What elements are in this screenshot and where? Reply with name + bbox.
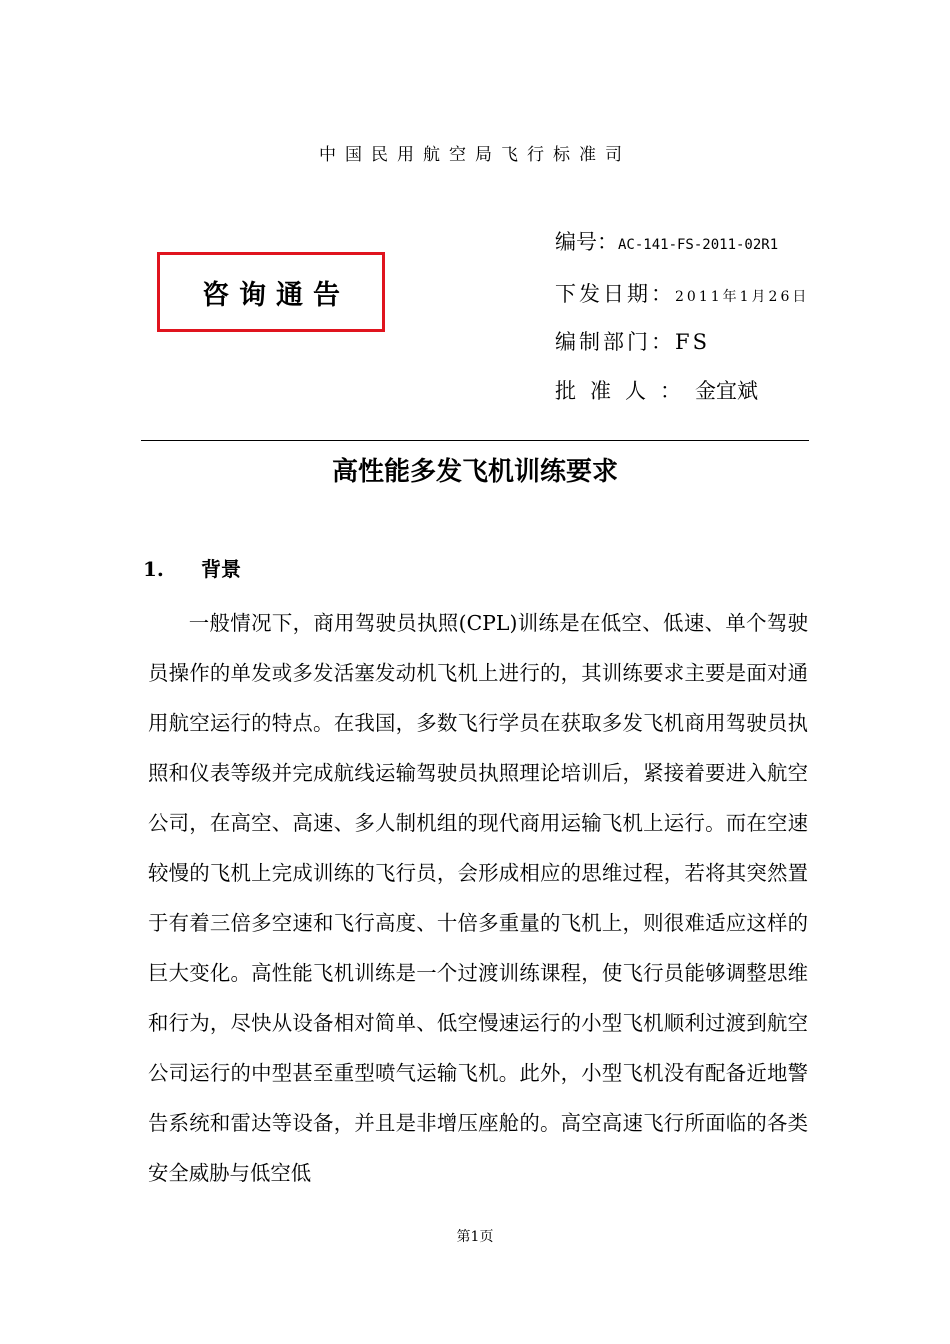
meta-department	[555, 326, 710, 356]
advisory-circular-box	[157, 252, 385, 332]
meta-date	[555, 278, 809, 308]
meta-approver-label: 批准人：	[555, 379, 695, 403]
header-divider	[141, 440, 809, 441]
meta-date-value: 2011年1月26日	[675, 289, 810, 305]
section-title: 背景	[201, 557, 241, 581]
document-title: 高性能多发飞机训练要求	[331, 457, 618, 487]
meta-number-value: AC-141-FS-2011-02R1	[618, 237, 779, 253]
meta-date-label: 下发日期：	[555, 282, 675, 306]
advisory-circular-label: 咨询通告	[202, 279, 350, 311]
meta-approver	[555, 375, 758, 405]
page-number: 第1页	[456, 1229, 494, 1245]
section-number: 1.	[143, 557, 164, 581]
meta-approver-value: 金宜斌	[695, 379, 758, 403]
section-heading	[143, 553, 241, 582]
meta-department-value: FS	[675, 330, 710, 354]
agency-name: 中国民用航空局飞行标准司	[319, 145, 631, 165]
section-paragraph: 一般情况下，商用驾驶员执照(CPL)训练是在低空、低速、单个驾驶员操作的单发或多发活塞发动机飞机上进行的，其训练要求主要是面对通用航空运行的特点。在我国，多数飞行学员在获取多发飞机商用驾驶员执照和仪表等级并完成航线运输驾驶员执照理论培训后，紧接着要进入航空公司，在高空、高速、多人制机组的现代商用运输飞机上运行。而在空速较慢的飞机上完成训练的飞行员，会形成相应的思维过程，若将其突然置于有着三倍多空速和飞行高度、十倍多重量的飞机上，则很难适应这样的巨大变化。高性能飞机训练是一个过渡训练课程，使飞行员能够调整思维和行为，尽快从设备相对简单、低空慢速运行的小型飞机顺利过渡到航空公司运行的中型甚至重型喷气运输飞机。此外，小型飞机没有配备近地警告系统和雷达等设备，并且是非增压座舱的。高空高速飞行所面临的各类安全威胁与低空低	[148, 611, 808, 1185]
meta-department-label: 编制部门：	[555, 330, 675, 354]
meta-number-label: 编号：	[555, 230, 618, 254]
meta-number	[555, 226, 778, 256]
